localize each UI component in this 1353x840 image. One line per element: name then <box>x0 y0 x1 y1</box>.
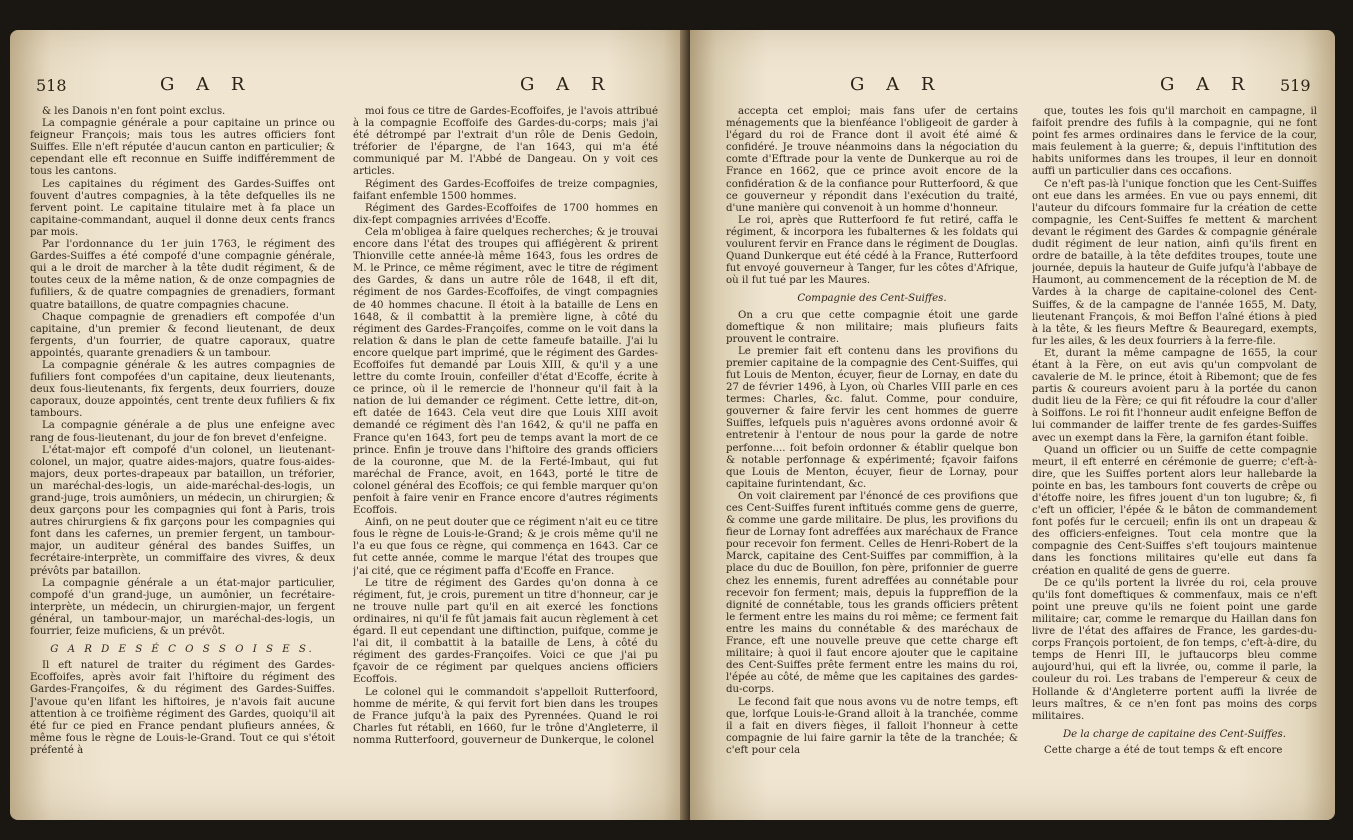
paragraph: Ainfi, on ne peut douter que ce régiment n'ait eu ce titre fous le règne de Louis-le-Grand; & je crois même qu'il ne l'a eu que fous ce règne, qui commença en 1643. Car ce fut cette année, comme le marque l'état des troupes que j'ai cité, que ce régiment paffa d'Ecoffe en France. <box>353 517 658 577</box>
paragraph: La compagnie générale & les autres compagnies de fufiliers font compofées d'un capitaine, deux lieutenants, deux fous-lieutenants, fix fergents, deux fourriers, douze caporaux, douze appointés, cent trente deux fufiliers & fix tambours. <box>30 359 335 420</box>
paragraph: G A R D E S É C O S S O I S E S. <box>50 644 315 656</box>
paragraph: Le premier fait eft contenu dans les provifions du premier capitaine de la compagnie des Cent-Suiffes, qui fut Louis de Menton, écuyer, fieur de Lornay, en date du 27 de février 1496, à Lyon, où Charles VIII parle en ces termes: Charles, &c. falut. Comme, pour conduire, gouverner & faire fervir les cent hommes de guerre Suiffes, lefquels puis n'aguères avons ordonné avoir & entretenir à l'entour de nous pour la garde de notre perfonne.... foit befoin ordonner & établir quelque bon & notable perfonnage & expérimenté; fçavoir faifons que Louis de Menton, écuyer, fieur de Lornay, pour capitaine furintendant, &c. <box>726 345 1018 490</box>
paragraph: La compagnie générale a pour capitaine un prince ou feigneur François; mais tous les autres officiers font Suiffes. Elle n'eft réputée d'aucun canton en particulier; & cependant elle eft reconnue en Suiffe indifféremment de tous les cantons. <box>30 118 335 178</box>
right-running-head-1: G A R <box>850 74 943 95</box>
paragraph: Ce n'eft pas-là l'unique fonction que les Cent-Suiffes ont eue dans les armées. En vue ou pays ennemi, dit l'auteur du difcours fommaire fur la création de cette compagnie, les Cent-Suiffes fe mettent & marchent devant le régiment des Gardes & compagnie générale dudit régiment de leur nation, ainfi qu'ils firent en ordre de bataille, à la tête defdites troupes, toute une journée, depuis la hauteur de Guife jufqu'à l'abbaye de Haumont, au commencement de la réception de M. de Vardes à la charge de capitaine-colonel des Cent-Suiffes, & de la campagne de l'année 1655, M. Daty, lieutenant François, & moi Beffon l'aîné étions à pied à la tête, & les fieurs Meftre & Beauregard, exempts, fur les ailes, & les deux fourriers à la ferre-file. <box>1032 178 1317 347</box>
right-page <box>690 30 1335 820</box>
paragraph: Le titre de régiment des Gardes qu'on donna à ce régiment, fut, je crois, purement un titre d'honneur, car je ne trouve nulle part qu'il en ait exercé les fonctions ordinaires, ni qu'il fe fût jamais fait aucun règlement à cet égard. Il eut cependant une diftinction, puifque, comme je l'ai dit, il combattit à la bataille de Lens, à côté du régiment des gardes-Françoifes. Voici ce que j'ai pu fçavoir de ce régiment par quelques anciens officiers Ecoffois. <box>353 577 658 686</box>
left-running-head-2: G A R <box>520 74 613 95</box>
right-running-head-2: G A R <box>1160 74 1253 95</box>
paragraph: Les capitaines du régiment des Gardes-Suiffes ont fouvent d'autres compagnies, à la tête defquelles ils ne fervent point. Le capitaine titulaire met à fa place un capitaine-commandant, auquel il donne deux cents francs par mois. <box>30 178 335 238</box>
paragraph: Le fecond fait que nous avons vu de notre temps, eft que, lorfque Louis-le-Grand alloit à la tranchée, comme il a fait en divers fièges, il falloit l'honneur à cette compagnie de lui faire garnir la tête de la tranchée; & c'eft pour cela <box>726 696 1018 756</box>
paragraph: Et, durant la même campagne de 1655, la cour étant à la Fère, on eut avis qu'un compvolant de cavalerie de M. le prince, étoit à Ribemont; que de fes partis & coureurs avoient paru à la portée du canon dudit lieu de la Fère; ce qui fit réfoudre la cour d'aller à Soiffons. Le roi fit l'honneur audit enfeigne Beffon de lui commander de laiffer trente de fes gardes-Suiffes avec un exempt dans la Fère, la garnifon étant foible. <box>1032 347 1317 444</box>
left-column-2 <box>353 106 658 800</box>
paragraph: Cette charge a été de tout temps & eft encore <box>1044 744 1283 756</box>
paragraph: Compagnie des Cent-Suiffes. <box>797 293 947 305</box>
paragraph: Quand un officier ou un Suiffe de cette compagnie meurt, il eft enterré en cérémonie de guerre; c'eft-à-dire, que les Suiffes portent alors leur hallebarde la pointe en bas, les tambours font couverts de crêpe ou d'étoffe noire, les fifres jouent d'un ton lugubre; &, fi c'eft un officier, l'épée & le bâton de commandement font pofés fur le cercueil; enfin ils ont un drapeau & des officiers-enfeignes. Tout cela montre que la compagnie des Cent-Suiffes s'eft toujours maintenue dans les fonctions militaires qu'elle eut dans fa création en qualité de gens de guerre. <box>1032 444 1317 577</box>
paragraph: que, toutes les fois qu'il marchoit en campagne, il faifoit prendre des fufils à la compagnie, qui ne font point fes armes ordinaires dans le fervice de la cour, mais feulement à la guerre; &, depuis l'inftitution des habits uniformes dans les troupes, il leur en donnoit auffi un particulier dans ces occafions. <box>1032 106 1317 178</box>
paragraph: & les Danois n'en font point exclus. <box>42 106 226 117</box>
right-column-2 <box>1032 106 1317 800</box>
paragraph: Chaque compagnie de grenadiers eft compofée d'un capitaine, d'un premier & fecond lieutenant, de deux fergents, d'un fourrier, de quatre caporaux, quatre appointés, quarante grenadiers & un tambour. <box>30 311 335 359</box>
paragraph: La compagnie générale a de plus une enfeigne avec rang de fous-lieutenant, du jour de fon brevet d'enfeigne. <box>30 420 335 444</box>
right-column-1 <box>726 106 1018 800</box>
paragraph: Par l'ordonnance du 1er juin 1763, le régiment des Gardes-Suiffes a été compofé d'une compagnie générale, qui a le droit de marcher à la tête dudit régiment, & de toutes ceux de la même nation, & de onze compagnies de fufiliers, & de quatre compagnies de grenadiers, formant quatre bataillons, de quatre compagnies chacune. <box>30 239 335 311</box>
paragraph: La compagnie générale a un état-major particulier, compofé d'un grand-juge, un aumônier, un fecrétaire-interprète, un médecin, un chirurgien-major, un fergent général, un tambour-major, un maréchal-des-logis, un fourrier, feize muficiens, & un prévôt. <box>30 577 335 638</box>
left-page <box>10 30 690 820</box>
paragraph: accepta cet emploi; mais fans ufer de certains ménagements que la bienféance l'obligeoit de garder à l'égard du roi de France dont il avoit été aimé & confidéré. Je trouve néanmoins dans la négociation du comte d'Eftrade pour la vente de Dunkerque au roi de France en 1662, que ce prince avoit encore de la confidération & de la confiance pour Rutterfoord, & que ce gouverneur y répondit dans l'exécution du traité, d'une manière qui convenoit à un homme d'honneur. <box>726 106 1018 214</box>
paragraph: Le roi, après que Rutterfoord fe fut retiré, caffa le régiment, & incorpora les fubalternes & les foldats qui voulurent fervir en France dans le régiment de Douglas. Quand Dunkerque eut été cédé à la France, Rutterfoord fut envoyé gouverneur à Tanger, fur les côtes d'Afrique, où il fut tué par les Maures. <box>726 214 1018 287</box>
paragraph: On a cru que cette compagnie étoit une garde domeftique & non militaire; mais plufieurs faits prouvent le contraire. <box>726 309 1018 345</box>
right-page-number: 519 <box>1280 76 1311 95</box>
paragraph: Régiment des Gardes-Ecoffoifes de treize compagnies, faifant enfemble 1500 hommes. <box>353 178 658 202</box>
left-column-1 <box>30 106 335 800</box>
paragraph: Le colonel qui le commandoit s'appelloit Rutterfoord, homme de mérite, & qui fervit fort bien dans les troupes de France jufqu'à la paix des Pyrennées. Quand le roi Charles fut rétabli, en 1660, fur le trône d'Angleterre, il nomma Rutterfoord, gouverneur de Dunkerque, le colonel <box>353 686 658 746</box>
paragraph: Il eft naturel de traiter du régiment des Gardes-Ecoffoifes, après avoir fait l'hiftoire du régiment des Gardes-Françoifes, & du régiment des Gardes-Suiffes. J'avoue qu'en lifant les hiftoires, je n'avois fait aucune attention à ce troifième régiment des Gardes, quoiqu'il ait été fur ce pied en France pendant plufieurs années, & même fous le règne de Louis-le-Grand. Tout ce qui s'étoit préfenté à <box>30 660 335 756</box>
left-running-head-1: G A R <box>160 74 253 95</box>
paragraph: De ce qu'ils portent la livrée du roi, cela prouve qu'ils font domeftiques & commenfaux, mais ce n'eft point une preuve qu'ils ne foient point une garde militaire; car, comme le remarque du Haillan dans fon livre de l'état des affaires de France, les gardes-du-corps François portoient, de fon temps, c'eft-à-dire, du temps de Henri III, le juftaucorps bleu comme aujourd'hui, qui eft la livrée, ou, comme il parle, la couleur du roi. Les trabans de l'empereur & ceux de Hollande & d'Angleterre portent auffi la livrée de leurs maîtres, & ce n'en font pas moins des corps militaires. <box>1032 577 1317 722</box>
left-page-number: 518 <box>36 76 67 95</box>
paragraph: L'état-major eft compofé d'un colonel, un lieutenant-colonel, un major, quatre aides-majors, quatre fous-aides-majors, deux portes-drapeaux par bataillon, un tréforier, un maréchal-des-logis, un aide-maréchal-des-logis, un grand-juge, trois aumôniers, un médecin, un chirurgien; & deux garçons pour les compagnies qui font à Paris, trois autres chirurgiens & fix garçons pour les compagnies qui font dans les cafernes, un premier fergent, un tambour-major, un auditeur général des bandes Suiffes, un fecrétaire-interprète, un commiffaire des vivres, & deux prévôts par bataillon. <box>30 444 335 577</box>
paragraph: moi fous ce titre de Gardes-Ecoffoifes, je l'avois attribué à la compagnie Ecoffoife des Gardes-du-corps; mais j'ai été détrompé par l'extrait d'un rôle de Denis Gedoin, tréforier de l'épargne, de l'an 1643, qui m'a été communiqué par M. l'Abbé de Dangeau. On y voit ces articles. <box>353 106 658 178</box>
paragraph: Cela m'obligea à faire quelques recherches; & je trouvai encore dans l'état des troupes qui affiégèrent & prirent Thionville cette année-là même 1643, fous les ordres de M. le Prince, ce même régiment, avec le titre de régiment des Gardes, & dans un autre rôle de 1648, il eft dit, régiment de nos Gardes-Ecoffoifes, de vingt compagnies de 40 hommes chacune. Il étoit à la bataille de Lens en 1648, & il combattit à la première ligne, à côté du régiment des Gardes-Françoifes, comme on le voit dans la relation & dans le plan de cette fameufe bataille. J'ai lu encore quelque part imprimé, que le régiment des Gardes-Ecoffoifes fut demandé par Louis XIII, & qu'il y a une lettre du comte Irouin, confeiller d'état d'Ecoffe, écrite à ce prince, où il le remercie de l'honneur qu'il fait à la nation de lui demander ce régiment. Cette lettre, dit-on, eft datée de 1643. Cela veut dire que Louis XIII avoit demandé ce régiment dès l'an 1642, & qu'il ne paffa en France qu'en 1643, fort peu de temps avant la mort de ce prince. Enfin je trouve dans l'hiftoire des grands officiers de la couronne, que M. de la Ferté-Imbaut, qui fut maréchal de France, avoit, en 1643, porté le titre de colonel général des Ecoffois; ce qui femble marquer qu'on penfoit à faire venir en France encore d'autres régiments Ecoffois. <box>353 226 658 517</box>
paragraph: Régiment des Gardes-Ecoffoifes de 1700 hommes en dix-fept compagnies arrivées d'Ecoffe. <box>353 202 658 226</box>
paragraph: De la charge de capitaine des Cent-Suiffes. <box>1062 728 1287 740</box>
paragraph: On voit clairement par l'énoncé de ces provifions que ces Cent-Suiffes furent inftitués comme gens de guerre, & comme une garde militaire. De plus, les provifions du fieur de Lornay font adreffées aux maréchaux de France pour recevoir fon ferment. Celles de Henri-Robert de la Marck, capitaine des Cent-Suiffes par commiffion, à la place du duc de Bouillon, fon père, prifonnier de guerre chez les ennemis, furent adreffées au connétable pour recevoir fon ferment; mais, depuis la fuppreffion de la dignité de connétable, tous les grands officiers prêtent le ferment entre les mains du roi même; ce ferment fait entre les mains du connétable & des maréchaux de France, eft une nouvelle preuve que cette charge eft militaire; à quoi il faut encore ajouter que le capitaine des Cent-Suiffes prête ferment entre les mains du roi, l'épée au côté, de même que les capitaines des gardes-du-corps. <box>726 490 1018 696</box>
